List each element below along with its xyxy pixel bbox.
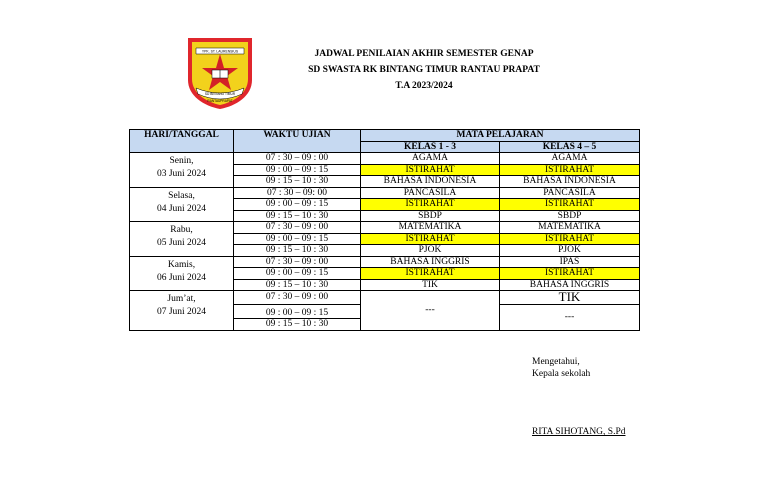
header-subject: MATA PELAJARAN	[361, 130, 640, 142]
subject-4-5: ---	[500, 305, 640, 331]
time-cell: 09 : 00 – 09 : 15	[234, 233, 361, 245]
time-cell: 07 : 30 – 09 : 00	[234, 153, 361, 165]
subject-1-3: MATEMATIKA	[361, 222, 500, 234]
subject-4-5: BAHASA INDONESIA	[500, 176, 640, 188]
title-line-1: JADWAL PENILAIAN AKHIR SEMESTER GENAP	[314, 49, 534, 59]
day-cell	[130, 291, 234, 331]
day-cell	[130, 256, 234, 291]
subject-1-3: BAHASA INGGRIS	[361, 256, 500, 268]
time-cell: 09 : 15 – 10 : 30	[234, 319, 361, 331]
header-day: HARI/TANGGAL	[130, 130, 234, 153]
document-title	[254, 46, 594, 94]
logo-banner-text: SD BINTANG TIMUR	[204, 92, 236, 96]
subject-1-3: ISTIRAHAT	[361, 199, 500, 211]
subject-4-5: PJOK	[500, 245, 640, 257]
subject-4-5: TIK	[500, 291, 640, 305]
table-row	[130, 222, 640, 234]
day-name: Selasa,	[168, 190, 195, 201]
time-cell: 09 : 15 – 10 : 30	[234, 245, 361, 257]
subject-4-5: ISTIRAHAT	[500, 164, 640, 176]
logo-bottom-text: RANTAUPRAPAT	[207, 99, 233, 103]
subject-1-3: ---	[361, 291, 500, 331]
table-row	[130, 187, 640, 199]
school-logo	[186, 36, 254, 110]
subject-4-5: ISTIRAHAT	[500, 268, 640, 280]
exam-schedule-table	[129, 129, 640, 331]
header-class-1-3: KELAS 1 - 3	[361, 141, 500, 153]
time-cell: 09 : 15 – 10 : 30	[234, 279, 361, 291]
subject-1-3: PANCASILA	[361, 187, 500, 199]
day-name: Jum’at,	[167, 294, 196, 304]
time-cell: 09 : 00 – 09 : 15	[234, 305, 361, 319]
time-cell: 09 : 00 – 09 : 15	[234, 199, 361, 211]
subject-1-3: ISTIRAHAT	[361, 233, 500, 245]
subject-4-5: BAHASA INGGRIS	[500, 279, 640, 291]
time-cell: 09 : 00 – 09 : 15	[234, 268, 361, 280]
subject-1-3: ISTIRAHAT	[361, 268, 500, 280]
subject-4-5: AGAMA	[500, 153, 640, 165]
day-name: Rabu,	[170, 225, 193, 235]
subject-1-3: PJOK	[361, 245, 500, 257]
day-date: 05 Juni 2024	[156, 238, 207, 248]
table-row	[130, 153, 640, 165]
day-date: 06 Juni 2024	[156, 272, 207, 283]
day-cell	[130, 187, 234, 222]
time-cell: 09 : 15 – 10 : 30	[234, 210, 361, 222]
title-line-2: SD SWASTA RK BINTANG TIMUR RANTAU PRAPAT	[308, 65, 540, 75]
header-class-4-5: KELAS 4 – 5	[500, 141, 640, 153]
table-row	[130, 291, 640, 305]
subject-1-3: AGAMA	[361, 153, 500, 165]
subject-4-5: SBDP	[500, 210, 640, 222]
subject-1-3: BAHASA INDONESIA	[361, 176, 500, 188]
day-cell	[130, 222, 234, 257]
title-line-3: T.A 2023/2024	[395, 81, 453, 91]
subject-1-3: SBDP	[361, 210, 500, 222]
time-cell: 09 : 15 – 10 : 30	[234, 176, 361, 188]
table-row	[130, 256, 640, 268]
time-cell: 07 : 30 – 09 : 00	[234, 291, 361, 305]
time-cell: 07 : 30 – 09 : 00	[234, 256, 361, 268]
principal-name: RITA SIHOTANG, S.Pd	[532, 427, 626, 437]
subject-4-5: ISTIRAHAT	[500, 199, 640, 211]
time-cell: 07 : 30 – 09: 00	[234, 187, 361, 199]
subject-1-3: TIK	[361, 279, 500, 291]
header-time: WAKTU UJIAN	[234, 130, 361, 153]
day-name: Kamis,	[167, 259, 196, 270]
subject-4-5: IPAS	[500, 256, 640, 268]
logo-top-text: YPK. ST. LAURENSIUS	[201, 49, 239, 54]
time-cell: 07 : 30 – 09 : 00	[234, 222, 361, 234]
subject-4-5: MATEMATIKA	[500, 222, 640, 234]
day-date: 03 Juni 2024	[156, 169, 207, 179]
day-cell	[130, 153, 234, 188]
subject-1-3: ISTIRAHAT	[361, 164, 500, 176]
day-name: Senin,	[169, 156, 194, 166]
signature-block	[532, 356, 590, 380]
day-date: 07 Juni 2024	[156, 307, 207, 317]
signature-role: Kepala sekolah	[532, 369, 591, 379]
time-cell: 09 : 00 – 09 : 15	[234, 164, 361, 176]
subject-4-5: PANCASILA	[500, 187, 640, 199]
signature-acknowledged: Mengetahui,	[532, 357, 580, 367]
day-date: 04 Juni 2024	[156, 203, 207, 214]
subject-4-5: ISTIRAHAT	[500, 233, 640, 245]
